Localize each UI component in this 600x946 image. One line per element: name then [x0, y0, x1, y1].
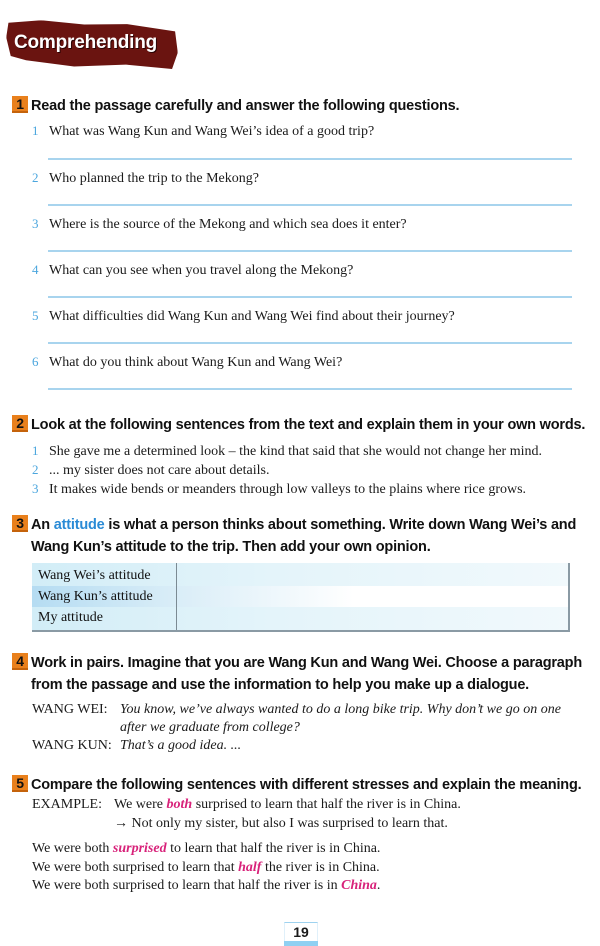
task-1-heading — [12, 96, 459, 117]
section-title: Comprehending — [14, 32, 158, 53]
answer-line-1[interactable] — [48, 158, 572, 160]
keyword-attitude: attitude — [53, 517, 105, 533]
task-3-heading-line2: Wang Kun’s attitude to the trip. Then add your own opinion. — [31, 539, 431, 555]
task-3-heading: 3 An attitude is what a person thinks about something. Write down Wang Wei’s and — [12, 515, 576, 536]
stressed-word: China — [341, 878, 377, 893]
row-label-wang-wei: Wang Wei’s attitude — [38, 568, 151, 583]
answer-line-4[interactable] — [48, 296, 572, 298]
task-number-badge: 2 — [12, 415, 28, 432]
page-number-bar — [284, 941, 318, 946]
table-divider — [176, 563, 177, 630]
question-item: 5 What difficulties did Wang Kun and Wang Wei find about their journey? — [32, 308, 455, 324]
task-number-badge: 1 — [12, 96, 28, 113]
answer-line-5[interactable] — [48, 342, 572, 344]
task-number-badge: 4 — [12, 653, 28, 670]
dialogue-line: WANG KUN: That’s a good idea. ... — [32, 738, 242, 753]
answer-line-2[interactable] — [48, 204, 572, 206]
attitude-table — [32, 563, 570, 632]
sentence-item: 1 She gave me a determined look – the kind that said that she would not change her mind. — [32, 443, 542, 459]
question-item: 4 What can you see when you travel along the Mekong? — [32, 262, 354, 278]
dialogue-line: WANG WEI: You know, we’ve always wanted to do a long bike trip. Why don’t we go on one — [32, 702, 561, 717]
question-item: 2 Who planned the trip to the Mekong? — [32, 170, 259, 186]
row-label-my-attitude: My attitude — [38, 610, 103, 625]
page-number: 19 — [284, 922, 318, 943]
sentence-item: 2 ... my sister does not care about details. — [32, 462, 270, 478]
stress-sentence: We were both surprised to learn that half the river is in China. — [32, 860, 380, 875]
speaker-wang-kun: WANG KUN: — [32, 738, 112, 753]
answer-cell-my-attitude[interactable] — [178, 607, 566, 627]
stressed-word: both — [166, 797, 193, 812]
answer-line-3[interactable] — [48, 250, 572, 252]
task-2-instruction: Look at the following sentences from the text and explain them in your own words. — [31, 417, 586, 433]
speaker-wang-wei: WANG WEI: — [32, 702, 108, 717]
row-label-wang-kun: Wang Kun’s attitude — [38, 589, 153, 604]
dialogue-line-cont: after we graduate from college? — [120, 720, 300, 735]
task-4-heading: 4 Work in pairs. Imagine that you are Wang Kun and Wang Wei. Choose a paragraph — [12, 653, 582, 674]
example-explanation: → Not only my sister, but also I was surprised to learn that. — [114, 816, 448, 831]
task-5-heading: 5 Compare the following sentences with different stresses and explain the meaning. — [12, 775, 581, 796]
task-number-badge: 5 — [12, 775, 28, 792]
task-1-instruction: Read the passage carefully and answer the following questions. — [31, 98, 460, 114]
answer-cell-wang-wei[interactable] — [178, 565, 566, 585]
answer-line-6[interactable] — [48, 388, 572, 390]
stressed-word: surprised — [112, 841, 167, 856]
task-2-heading — [12, 415, 585, 436]
question-item: 6 What do you think about Wang Kun and Wang Wei? — [32, 354, 343, 370]
task-number-badge: 3 — [12, 515, 28, 532]
question-item: 1 What was Wang Kun and Wang Wei’s idea of a good trip? — [32, 123, 375, 139]
stress-sentence: We were both surprised to learn that half the river is in China. — [32, 841, 381, 856]
sentence-item: 3 It makes wide bends or meanders through low valleys to the plains where rice grows. — [32, 481, 527, 497]
example-label: EXAMPLE: — [32, 797, 102, 812]
stress-sentence: We were both surprised to learn that half the river is in China. — [32, 878, 381, 893]
task-4-heading-line2: from the passage and use the information to help you make up a dialogue. — [31, 677, 530, 693]
example-sentence: We were both surprised to learn that half the river is in China. — [114, 797, 461, 812]
answer-cell-wang-kun[interactable] — [178, 586, 566, 606]
question-item: 3 Where is the source of the Mekong and which sea does it enter? — [32, 216, 407, 232]
stressed-word: half — [238, 860, 262, 875]
